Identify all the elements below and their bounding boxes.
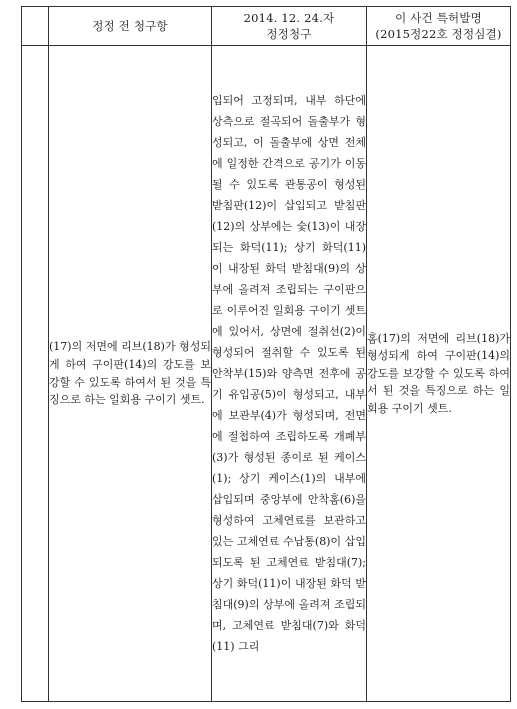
header-correction-label: 정정청구: [266, 27, 312, 41]
claim-row: [22, 46, 511, 702]
claims-comparison-table: [21, 6, 511, 702]
header-blank-cell: [22, 7, 49, 46]
header-correction-request: [212, 7, 367, 46]
header-correction-date: 2014. 12. 24.자: [243, 11, 335, 25]
header-patent-label: 이 사건 특허발명: [395, 11, 482, 25]
header-before-label: 정정 전 청구항: [92, 19, 168, 33]
row-blank-cell: [22, 46, 49, 702]
claim-correction-request-text: 입되어 고정되며, 내부 하단에 상측으로 절곡되어 돌출부가 형성되고, 이 돌출부에 상면 전체에 일정한 간격으로 공기가 이동될 수 있도록 관통공이 형성된 받침판(12)이 삽입되고 받침판(12)의 상부에는 숯(13)이 내장되는 화덕(11); 상기 화덕(11)이 내장된 화덕 받침대(9)의 상부에 올려져 조립되는 구이판으로 이루어진 일회용 구이기 셋트에 있어서, 상면에 절취선(2)이 형성되어 절취할 수 있도록 된 안착부(15)와 양측면 전후에 공기 유입공(5)이 형성되고, 내부에 보관부(4)가 형성되며, 전면에 절첩하여 조립하도록 개폐부(3)가 형성된 종이로 된 케이스(1); 상기 케이스(1)의 내부에 삽입되며 중앙부에 안착홈(6)을 형성하여 고체연료를 보관하고 있는 고체연료 수납통(8)이 삽입되도록 된 고체연료 받침대(7); 상기 화덕(11)이 내장된 화덕 받침대(9)의 상부에 올려져 조립되며, 고체연료 받침대(7)와 화덕(11) 그리: [212, 46, 367, 702]
header-row: [22, 7, 511, 46]
header-patent-case: (2015정22호 정정심결): [375, 27, 502, 41]
header-before-correction: [49, 7, 212, 46]
claim-patent-invention-text: 홈(17)의 저면에 리브(18)가 형성되게 하여 구이판(14)의 강도를 보강할 수 있도록 하여서 된 것을 특징으로 하는 일회용 구이기 셋트.: [367, 46, 511, 702]
header-patent-invention: [367, 7, 511, 46]
claim-before-correction-text: (17)의 저면에 리브(18)가 형성되게 하여 구이판(14)의 강도를 보강할 수 있도록 하여서 된 것을 특징으로 하는 일회용 구이기 셋트.: [49, 46, 212, 702]
